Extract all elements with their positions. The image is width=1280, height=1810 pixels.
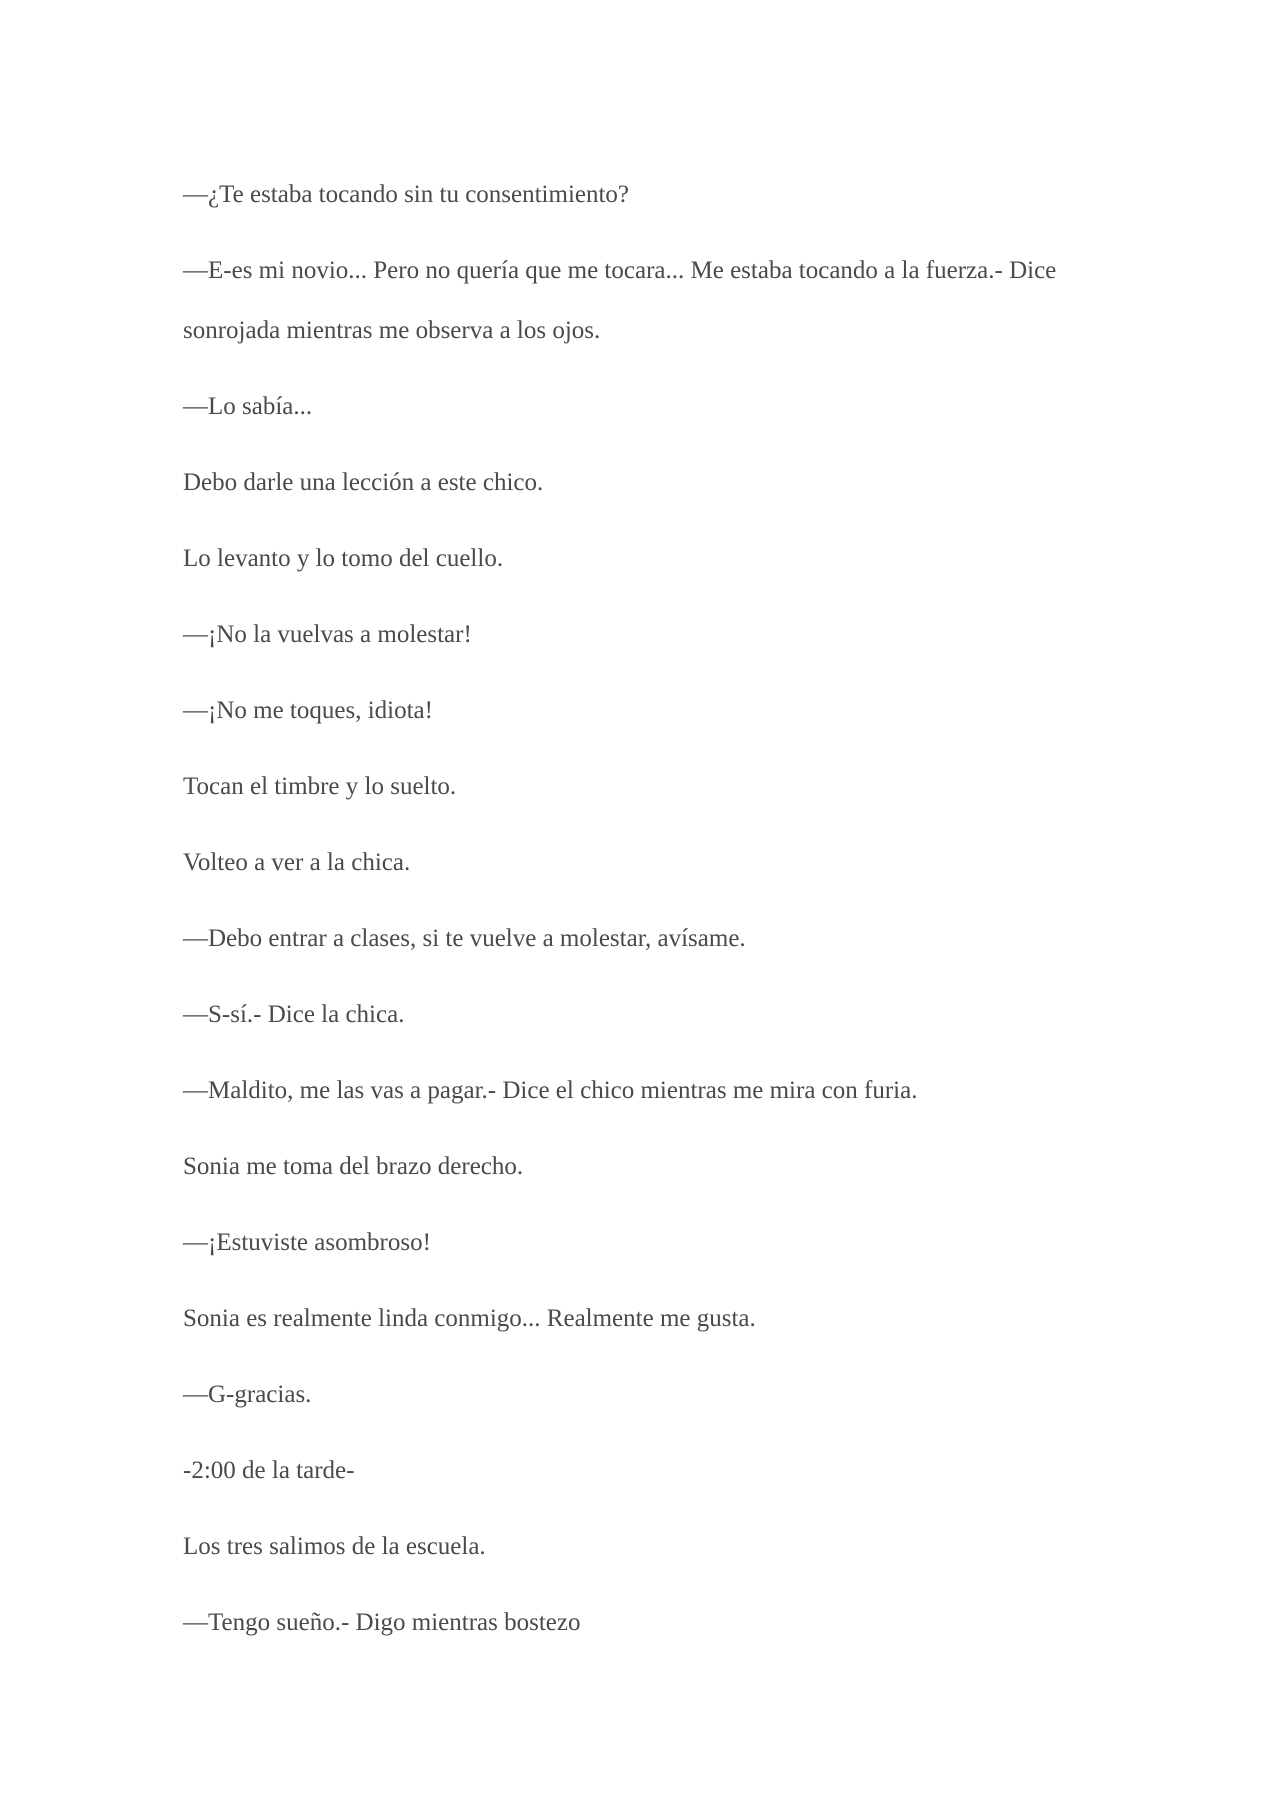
- paragraph-15: Sonia es realmente linda conmigo... Realmente me gusta.: [183, 1305, 756, 1332]
- paragraph-1: —¿Te estaba tocando sin tu consentimiento?: [183, 181, 630, 208]
- paragraph-13: Sonia me toma del brazo derecho.: [183, 1153, 524, 1180]
- paragraph-11: —S-sí.- Dice la chica.: [183, 1001, 405, 1028]
- paragraph-12: —Maldito, me las vas a pagar.- Dice el chico mientras me mira con furia.: [183, 1077, 918, 1104]
- paragraph-17: -2:00 de la tarde-: [183, 1457, 355, 1484]
- paragraph-7: —¡No me toques, idiota!: [183, 697, 433, 724]
- paragraph-19: —Tengo sueño.- Digo mientras bostezo: [183, 1609, 581, 1636]
- paragraph-10: —Debo entrar a clases, si te vuelve a molestar, avísame.: [183, 925, 746, 952]
- paragraph-8: Tocan el timbre y lo suelto.: [183, 773, 457, 800]
- paragraph-14: —¡Estuviste asombroso!: [183, 1229, 431, 1256]
- paragraph-6: —¡No la vuelvas a molestar!: [183, 621, 472, 648]
- paragraph-3: —Lo sabía...: [183, 393, 313, 420]
- paragraph-5: Lo levanto y lo tomo del cuello.: [183, 545, 504, 572]
- paragraph-2: —E-es mi novio... Pero no quería que me tocara... Me estaba tocando a la fuerza.- Dice sonrojada mientras me observa a los ojos.: [183, 257, 1057, 344]
- paragraph-16: —G-gracias.: [183, 1381, 312, 1408]
- paragraph-4: Debo darle una lección a este chico.: [183, 469, 544, 496]
- document-body: [183, 180, 1103, 1684]
- paragraph-18: Los tres salimos de la escuela.: [183, 1533, 486, 1560]
- paragraph-9: Volteo a ver a la chica.: [183, 849, 411, 876]
